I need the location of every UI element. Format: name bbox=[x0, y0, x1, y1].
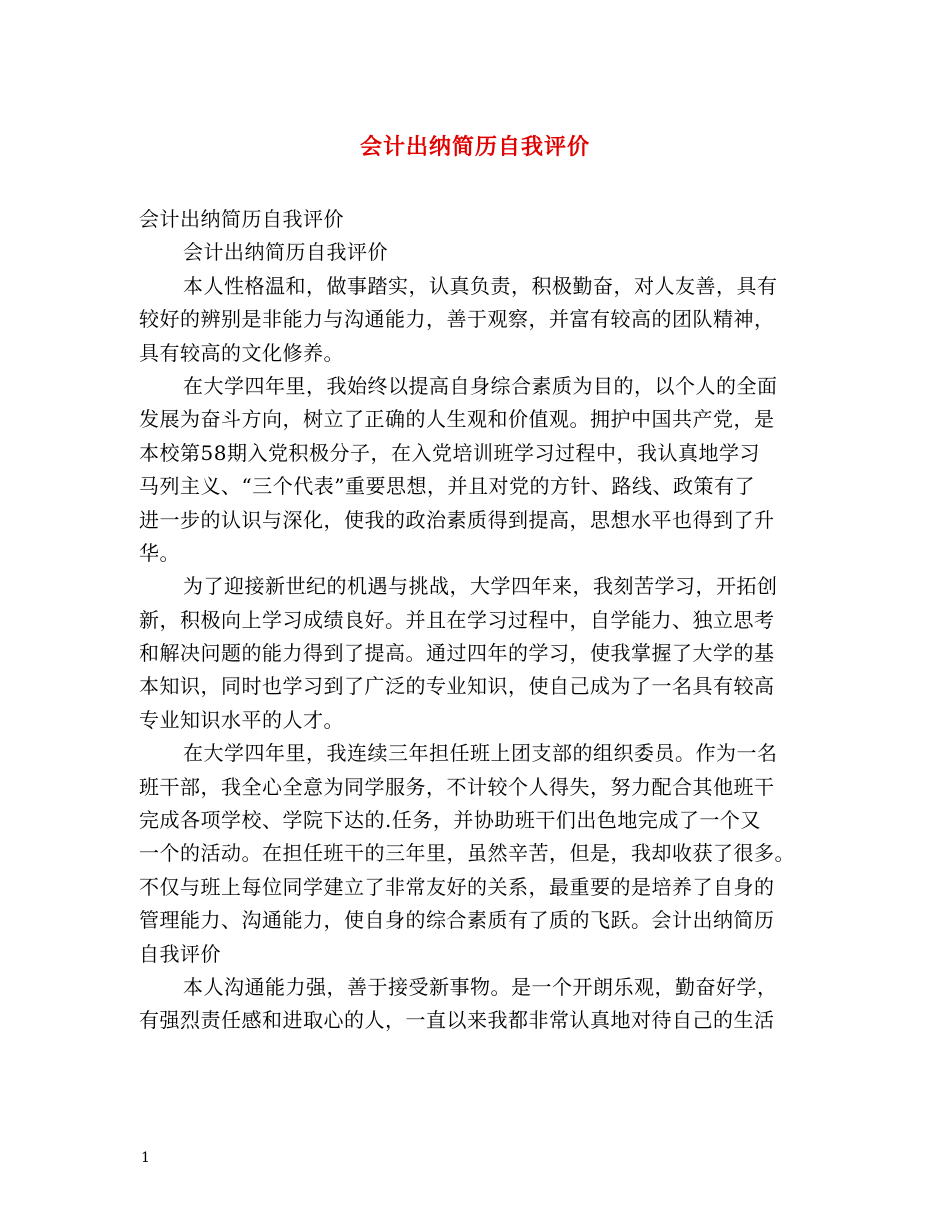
text-line: 具有较高的文化修养。 bbox=[139, 340, 344, 365]
text-line: 在大学四年里，我连续三年担任班上团支部的组织委员。作为一名 bbox=[183, 741, 778, 766]
page-number: 1 bbox=[141, 1150, 150, 1166]
document-title: 会计出纳简历自我评价 bbox=[359, 134, 590, 160]
text-line: 会计出纳简历自我评价 bbox=[183, 240, 388, 265]
text-line: 本知识，同时也学习到了广泛的专业知识，使自己成为了一名具有较高 bbox=[139, 674, 775, 699]
text-line: 华。 bbox=[139, 540, 180, 565]
text-line: 发展为奋斗方向，树立了正确的人生观和价值观。拥护中国共产党，是 bbox=[139, 407, 775, 432]
text-line: 本人性格温和，做事踏实，认真负责，积极勤奋，对人友善，具有 bbox=[183, 273, 778, 298]
text-line: 有强烈责任感和进取心的人，一直以来我都非常认真地对待自己的生活 bbox=[139, 1008, 775, 1033]
text-line: 较好的辨别是非能力与沟通能力，善于观察，并富有较高的团队精神， bbox=[139, 307, 775, 332]
text-line: 管理能力、沟通能力，使自身的综合素质有了质的飞跃。会计出纳简历 bbox=[139, 908, 775, 933]
text-line: 为了迎接新世纪的机遇与挑战，大学四年来，我刻苦学习，开拓创 bbox=[183, 574, 778, 599]
text-line: 不仅与班上每位同学建立了非常友好的关系，最重要的是培养了自身的 bbox=[139, 874, 775, 899]
text-line: 专业知识水平的人才。 bbox=[139, 707, 344, 732]
text-line: 完成各项学校、学院下达的.任务，并协助班干们出色地完成了一个又 bbox=[139, 808, 761, 833]
text-line: 本校第58期入党积极分子，在入党培训班学习过程中，我认真地学习 bbox=[139, 440, 760, 465]
text-line: 马列主义、“三个代表”重要思想，并且对党的方针、路线、政策有了 bbox=[139, 474, 755, 499]
text-line: 新，积极向上学习成绩良好。并且在学习过程中，自学能力、独立思考 bbox=[139, 607, 775, 632]
text-line: 本人沟通能力强，善于接受新事物。是一个开朗乐观，勤奋好学， bbox=[183, 974, 778, 999]
text-line: 会计出纳简历自我评价 bbox=[139, 207, 344, 231]
text-line: 班干部，我全心全意为同学服务，不计较个人得失，努力配合其他班干 bbox=[139, 774, 775, 799]
document-body bbox=[139, 203, 819, 1038]
text-line: 在大学四年里，我始终以提高自身综合素质为目的，以个人的全面 bbox=[183, 373, 778, 398]
text-line: 进一步的认识与深化，使我的政治素质得到提高，思想水平也得到了升 bbox=[139, 507, 775, 532]
text-line: 自我评价 bbox=[139, 941, 221, 966]
text-line: 和解决问题的能力得到了提高。通过四年的学习，使我掌握了大学的基 bbox=[139, 641, 775, 666]
text-line: 一个的活动。在担任班干的三年里，虽然辛苦，但是，我却收获了很多。 bbox=[139, 841, 795, 866]
